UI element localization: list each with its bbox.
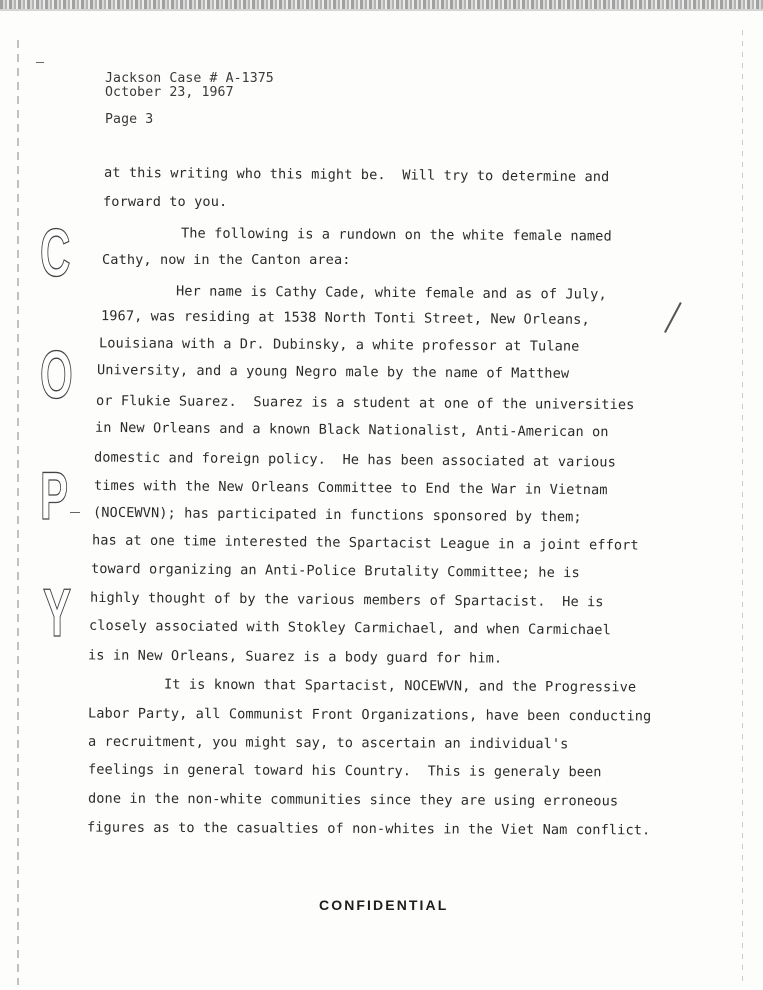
body-line: toward organizing an Anti-Police Brutality Committee; he is <box>90 560 580 582</box>
confidential-marking: CONFIDENTIAL <box>319 897 449 913</box>
body-line: feelings in general toward his Country. This is generaly been <box>87 761 602 781</box>
body-line: in New Orleans and a known Black Nationalist, Anti-American on <box>94 419 609 441</box>
body-line: Labor Party, all Communist Front Organizations, have been conducting <box>87 705 652 725</box>
scan-right-edge <box>742 30 743 985</box>
document-date: October 23, 1967 <box>105 85 234 100</box>
scan-left-edge <box>17 40 19 985</box>
body-line: domestic and foreign policy. He has been associated at various <box>93 449 616 471</box>
body-line: highly thought of by the various members of Spartacist. He is <box>89 589 604 611</box>
body-line: Her name is Cathy Cade, white female and as of July, <box>175 283 607 303</box>
body-line: at this writing who this might be. Will try to determine and <box>103 164 610 186</box>
body-line: closely associated with Stokley Carmichael, and when Carmichael <box>88 617 611 639</box>
copy-stamp-letter: O <box>40 337 73 413</box>
body-line: University, and a young Negro male by the name of Matthew <box>96 362 570 382</box>
body-line: times with the New Orleans Committee to End the War in Vietnam <box>93 477 608 499</box>
body-line: is in New Orleans, Suarez is a body guard for him. <box>87 647 503 667</box>
body-line: figures as to the casualties of non-whites in the Viet Nam conflict. <box>86 819 651 839</box>
scan-dash-mark <box>36 62 44 63</box>
body-line: forward to you. <box>103 194 228 210</box>
copy-stamp-letter: C <box>40 215 71 291</box>
body-line: Cathy, now in the Canton area: <box>102 252 351 268</box>
pen-mark <box>664 302 682 333</box>
body-line: a recruitment, you might say, to ascertain an individual's <box>87 733 569 753</box>
body-line: It is known that Spartacist, NOCEWVN, and the Progressive <box>163 676 637 696</box>
page-number: Page 3 <box>105 112 154 127</box>
case-number: Jackson Case # A-1375 <box>105 71 274 86</box>
copy-stamp-letter: P <box>40 458 69 534</box>
copy-stamp-letter: Y <box>43 575 72 651</box>
body-line: has at one time interested the Spartacist League in a joint effort <box>91 532 639 554</box>
scan-top-border-line <box>0 9 763 11</box>
body-line: or Flukie Suarez. Suarez is a student at one of the universities <box>95 392 635 414</box>
body-line: done in the non-white communities since they are using erroneous <box>87 790 619 810</box>
scan-top-border <box>0 0 763 9</box>
body-line: (NOCEWVN); has participated in functions sponsored by them; <box>92 504 582 526</box>
body-line: Louisiana with a Dr. Dubinsky, a white professor at Tulane <box>98 335 580 355</box>
scan-dash-mark <box>70 512 80 513</box>
body-line: The following is a rundown on the white female named <box>180 225 612 245</box>
body-line: 1967, was residing at 1538 North Tonti Street, New Orleans, <box>100 308 590 328</box>
